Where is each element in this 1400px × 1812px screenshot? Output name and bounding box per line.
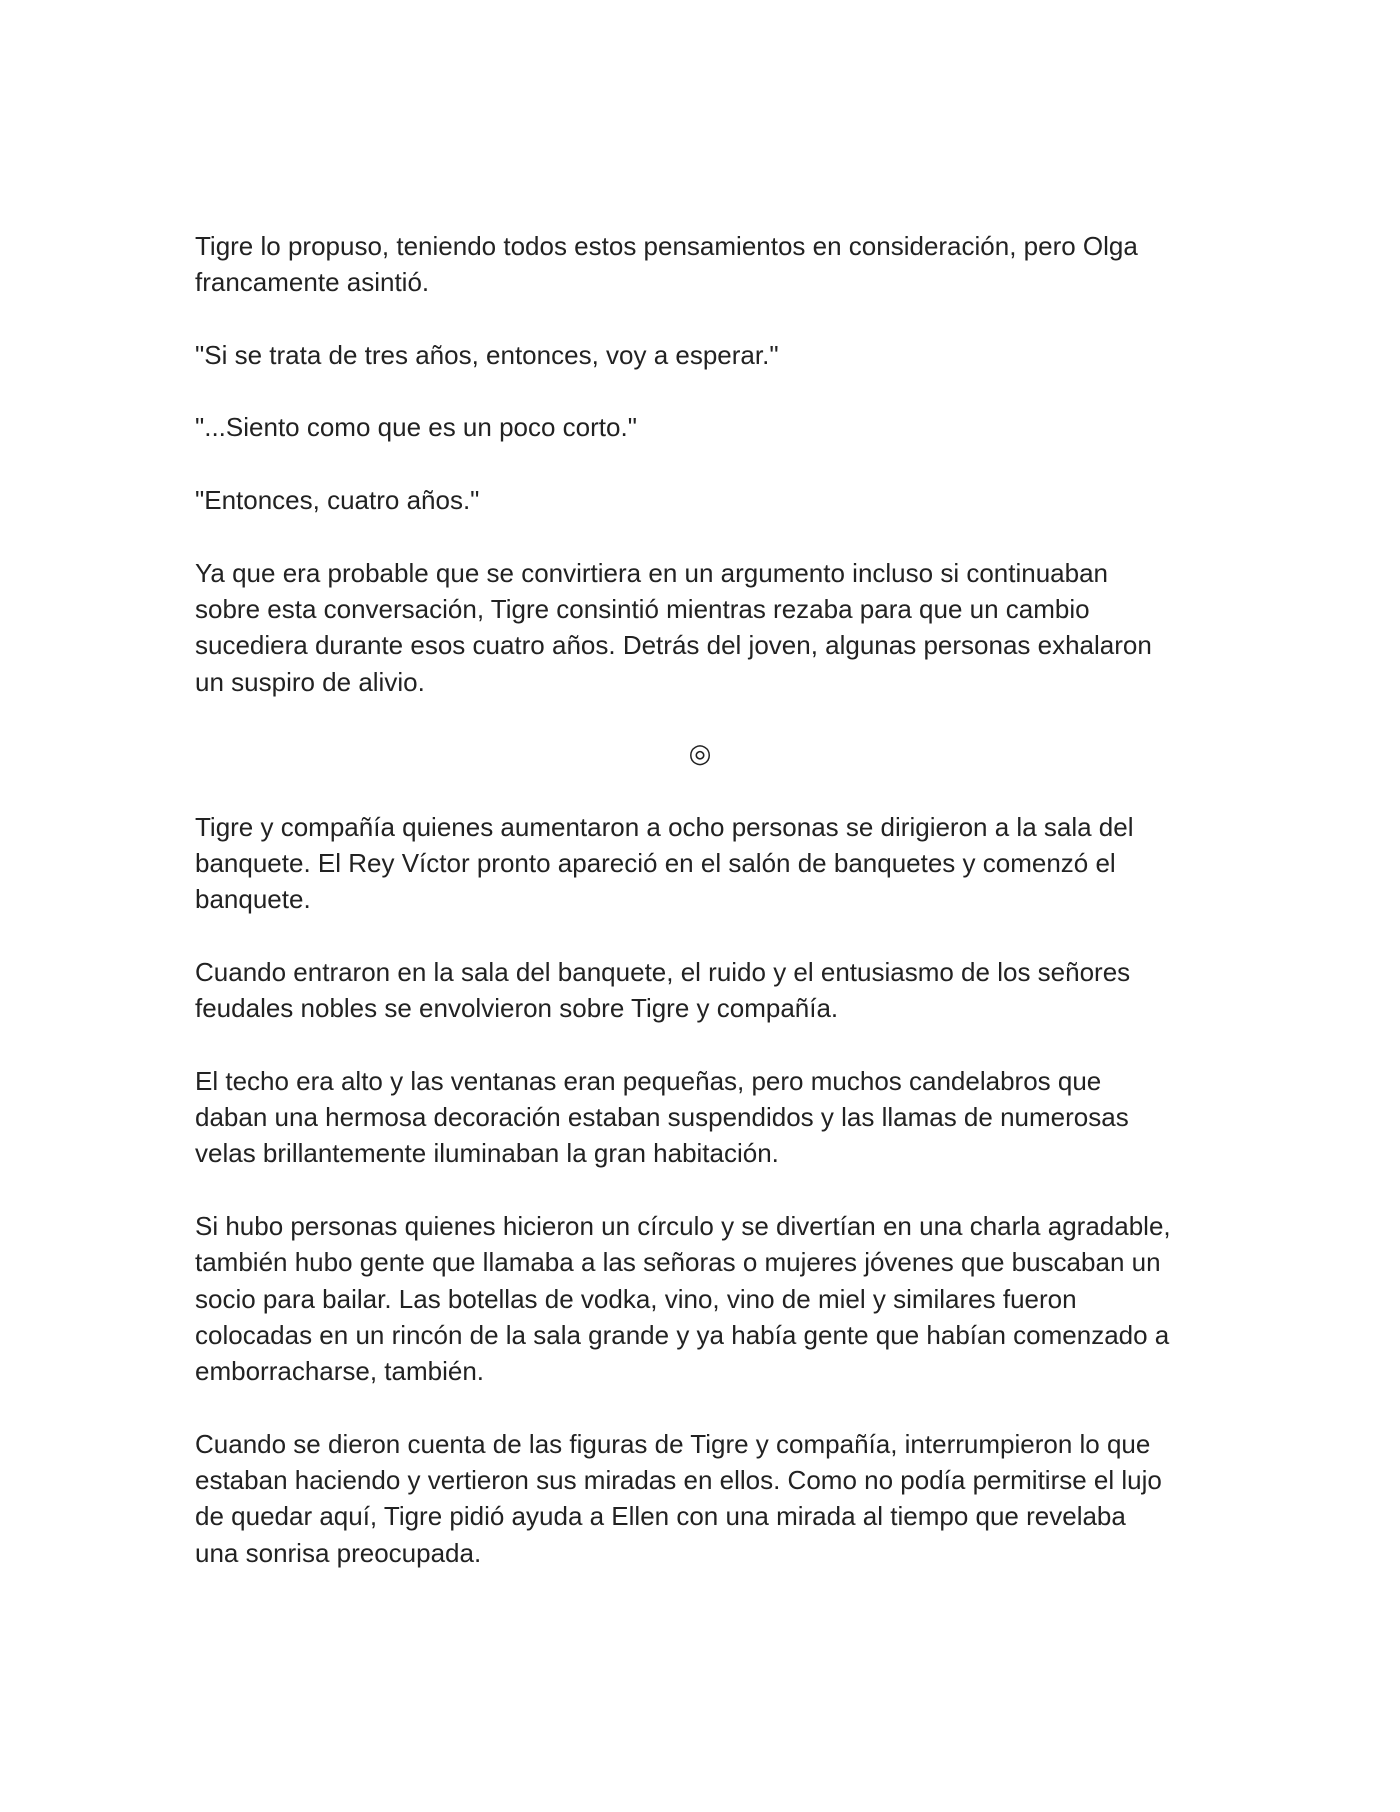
- scene-break-symbol: ◎: [688, 739, 712, 770]
- paragraph: Si hubo personas quienes hicieron un círculo y se divertían en una charla agradable, también hubo gente que llamaba a las señoras o mujeres jóvenes que buscaban un socio para bailar. Las botellas de vodka, vino, vino de miel y similares fueron colocadas en un rincón de la sala grande y ya había gente que habían comenzado a emborracharse, también.: [195, 1211, 1171, 1387]
- paragraph: Ya que era probable que se convirtiera en un argumento incluso si continuaban sobre esta conversación, Tigre consintió mientras rezaba para que un cambio sucediera durante esos cuatro años. Detrás del joven, algunas personas exhalaron un suspiro de alivio.: [195, 557, 1152, 697]
- paragraph: El techo era alto y las ventanas eran pequeñas, pero muchos candelabros que daban una hermosa decoración estaban suspendidos y las llamas de numerosas velas brillantemente iluminaban la gran habitación.: [195, 1065, 1129, 1169]
- paragraph: Tigre lo propuso, teniendo todos estos pensamientos en consideración, pero Olga francamente asintió.: [195, 231, 1138, 298]
- document-page: [195, 228, 1215, 1607]
- dialogue-line: "Entonces, cuatro años.": [195, 485, 480, 516]
- paragraph: Cuando se dieron cuenta de las figuras de Tigre y compañía, interrumpieron lo que estaban haciendo y vertieron sus miradas en ellos. Como no podía permitirse el lujo de quedar aquí, Tigre pidió ayuda a Ellen con una mirada al tiempo que revelaba una sonrisa preocupada.: [195, 1428, 1162, 1568]
- paragraph: Cuando entraron en la sala del banquete, el ruido y el entusiasmo de los señores feudales nobles se envolvieron sobre Tigre y compañía.: [195, 956, 1131, 1024]
- dialogue-line: "Si se trata de tres años, entonces, voy a esperar.": [195, 339, 779, 370]
- paragraph: Tigre y compañía quienes aumentaron a ocho personas se dirigieron a la sala del banquete. El Rey Víctor pronto apareció en el salón de banquetes y comenzó el banquete.: [195, 811, 1134, 915]
- dialogue-line: "...Siento como que es un poco corto.": [195, 412, 637, 443]
